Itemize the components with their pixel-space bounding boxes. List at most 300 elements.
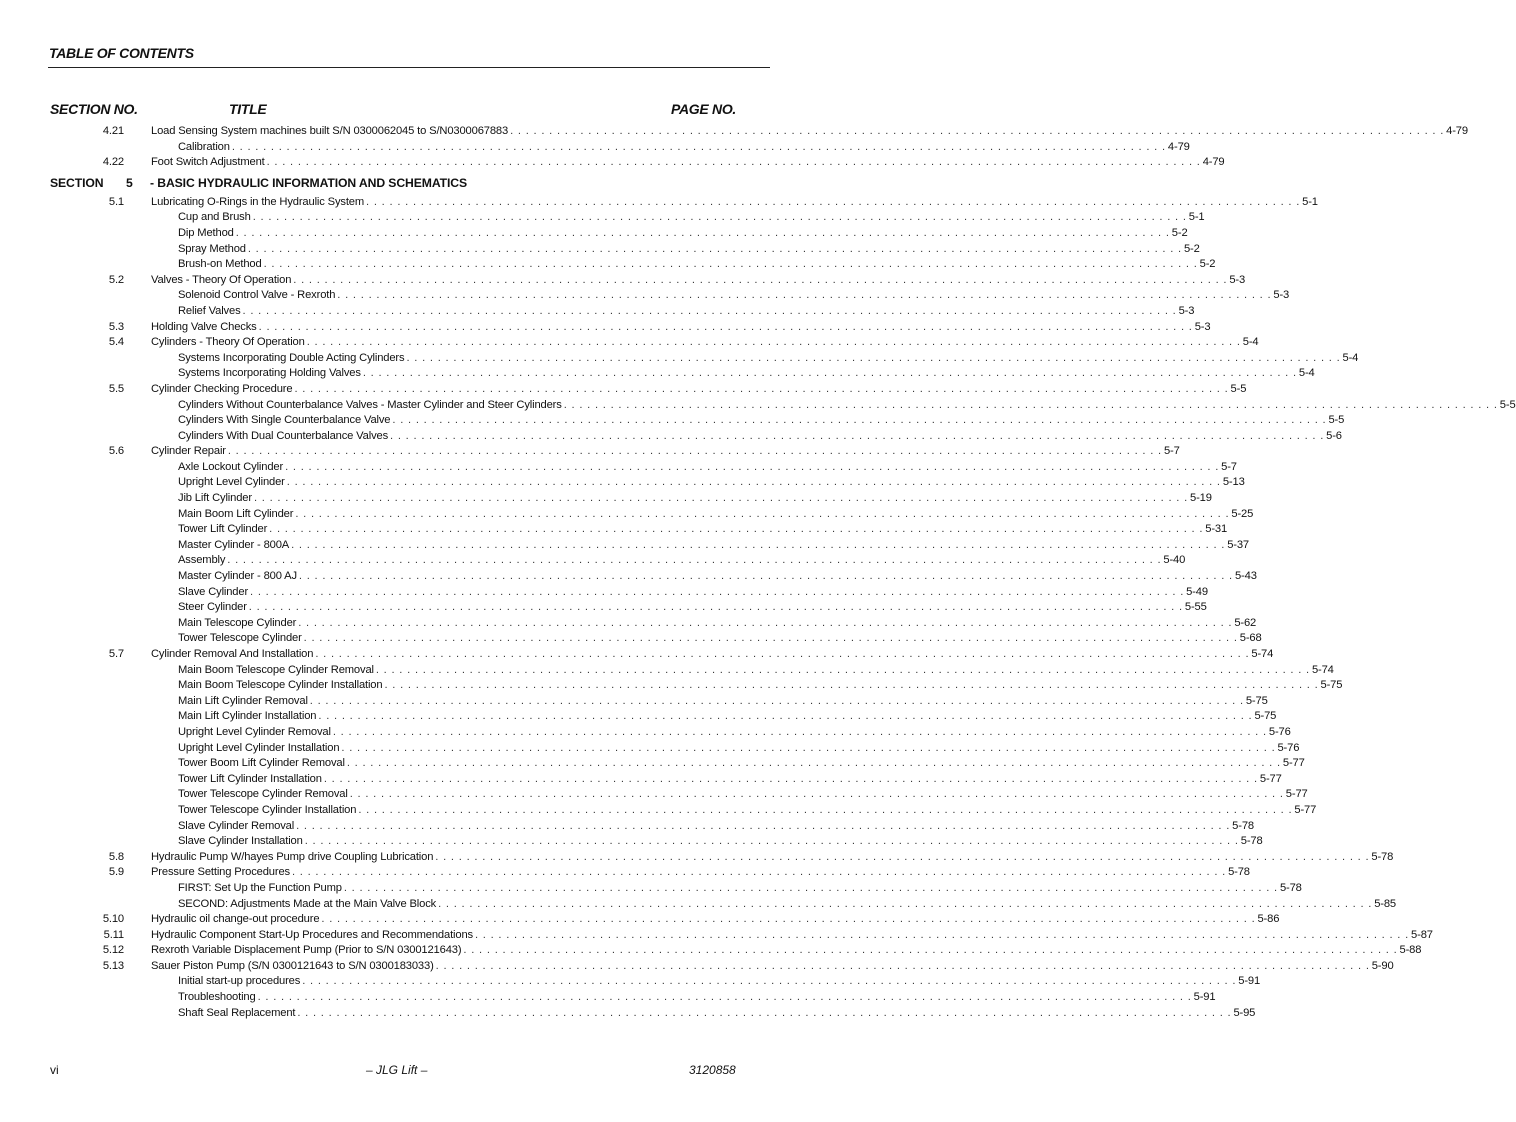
dot-leader: . . . . . . . . . . . . . . . . . . . . . . . . . . . . . . . . . . . . . . . . . . . . . . . . . . . . . . . . . . . . . . . . . . . . . . . . . . . . . . . . . . . . . . . . . . . . . . . . . . . . . . . . . . . . . . . . . . . . . . . . [375,663,1310,676]
toc-entry-number: 5.5 [108,382,124,395]
toc-entry-page: 5-74 [1251,648,1274,660]
toc-entry-title: Hydraulic Pump W/hayes Pump drive Coupling Lubrication [151,850,434,863]
toc-entry[interactable] [0,273,1246,289]
toc-entry-title: Steer Cylinder [178,601,247,614]
toc-entry-line [178,631,1262,647]
toc-entry-line [151,335,1259,351]
toc-entry-page: 5-76 [1268,725,1291,738]
toc-entry[interactable] [0,585,1208,601]
toc-entry-line [178,834,1263,850]
dot-leader: . . . . . . . . . . . . . . . . . . . . . . . . . . . . . . . . . . . . . . . . . . . . . . . . . . . . . . . . . . . . . . . . . . . . . . . . . . . . . . . . . . . . . . . . . . . . . . . . . . . . . . . . . . . . . . . . . . . . . . . . [257,991,1192,1004]
toc-entry[interactable] [0,460,1237,476]
toc-entry[interactable] [0,787,1308,803]
toc-entry-line [178,756,1305,772]
toc-entry-title: Systems Incorporating Double Acting Cylinders [178,351,405,364]
toc-entry-title: Main Boom Telescope Cylinder Installation [178,679,383,692]
dot-leader: . . . . . . . . . . . . . . . . . . . . . . . . . . . . . . . . . . . . . . . . . . . . . . . . . . . . . . . . . . . . . . . . . . . . . . . . . . . . . . . . . . . . . . . . . . . . . . . . . . . . . . . . . . . . . . . . . . . . . . . . [392,414,1327,427]
dot-leader: . . . . . . . . . . . . . . . . . . . . . . . . . . . . . . . . . . . . . . . . . . . . . . . . . . . . . . . . . . . . . . . . . . . . . . . . . . . . . . . . . . . . . . . . . . . . . . . . . . . . . . . . . . . . . . . . . . . . . . . . [366,195,1301,208]
toc-entry[interactable] [0,288,1290,304]
toc-entry[interactable] [0,429,1342,445]
toc-entry-title: Tower Boom Lift Cylinder Removal [178,757,345,770]
toc-entry-line [178,600,1207,616]
toc-entry-page: 5-85 [1374,897,1396,910]
toc-entry-page: 5-1 [1188,211,1205,224]
toc-entry[interactable] [0,382,1247,398]
toc-entry-line [178,210,1205,226]
toc-entry-title: Pressure Setting Procedures [151,866,290,879]
toc-entry-title: Valves - Theory Of Operation [151,273,292,286]
toc-entry-line [178,226,1188,242]
toc-entry-line [151,928,1433,944]
toc-entry[interactable] [0,678,1343,694]
toc-entry-title: Load Sensing System machines built S/N 0300062045 to S/N0300067883 [151,125,509,137]
toc-entry[interactable] [0,242,1200,258]
toc-entry-title: SECOND: Adjustments Made at the Main Valve Block [178,897,437,910]
toc-entry[interactable] [0,304,1195,320]
toc-entry-page: 5-86 [1257,913,1280,926]
toc-entry-line [178,366,1315,382]
section-number: 5 [126,175,133,190]
toc-entry-line [151,273,1246,289]
dot-leader: . . . . . . . . . . . . . . . . . . . . . . . . . . . . . . . . . . . . . . . . . . . . . . . . . . . . . . . . . . . . . . . . . . . . . . . . . . . . . . . . . . . . . . . . . . . . . . . . . . . . . . . . . . . . . . . . . . . . . . . . [252,211,1187,224]
dot-leader: . . . . . . . . . . . . . . . . . . . . . . . . . . . . . . . . . . . . . . . . . . . . . . . . . . . . . . . . . . . . . . . . . . . . . . . . . . . . . . . . . . . . . . . . . . . . . . . . . . . . . . . . . . . . . . . . . . . . . . . . [390,429,1325,442]
toc-entry-page: 5-3 [1229,273,1246,286]
toc-entry-line [151,912,1280,928]
toc-entry-page: 5-2 [1183,242,1200,255]
dot-leader: . . . . . . . . . . . . . . . . . . . . . . . . . . . . . . . . . . . . . . . . . . . . . . . . . . . . . . . . . . . . . . . . . . . . . . . . . . . . . . . . . . . . . . . . . . . . . . . . . . . . . . . . . . . . . . . . . . . . . . . . [435,850,1370,863]
toc-entry-page: 5-6 [1326,429,1342,442]
dot-leader: . . . . . . . . . . . . . . . . . . . . . . . . . . . . . . . . . . . . . . . . . . . . . . . . . . . . . . . . . . . . . . . . . . . . . . . . . . . . . . . . . . . . . . . . . . . . . . . . . . . . . . . . . . . . . . . . . . . . . . . . [306,336,1241,349]
toc-entry-page: 5-19 [1190,492,1212,505]
toc-list [0,124,1516,1021]
dot-leader: . . . . . . . . . . . . . . . . . . . . . . . . . . . . . . . . . . . . . . . . . . . . . . . . . . . . . . . . . . . . . . . . . . . . . . . . . . . . . . . . . . . . . . . . . . . . . . . . . . . . . . . . . . . . . . . . . . . . . . . . [294,382,1229,395]
toc-entry-page: 5-91 [1238,975,1261,988]
toc-entry-line [178,351,1359,367]
toc-entry-line [178,569,1257,585]
toc-entry[interactable] [0,444,1180,460]
toc-entry-line [151,647,1274,663]
toc-entry[interactable] [0,320,1211,336]
toc-entry-line [178,678,1343,694]
toc-entry-page: 5-2 [1171,226,1188,239]
toc-entry-page: 5-75 [1245,694,1268,707]
toc-entry-page: 5-68 [1239,632,1262,645]
dot-leader: . . . . . . . . . . . . . . . . . . . . . . . . . . . . . . . . . . . . . . . . . . . . . . . . . . . . . . . . . . . . . . . . . . . . . . . . . . . . . . . . . . . . . . . . . . . . . . . . . . . . . . . . . . . . . . . . . . . . . . . . [298,616,1233,629]
toc-entry-line [178,709,1277,725]
dot-leader: . . . . . . . . . . . . . . . . . . . . . . . . . . . . . . . . . . . . . . . . . . . . . . . . . . . . . . . . . . . . . . . . . . . . . . . . . . . . . . . . . . . . . . . . . . . . . . . . . . . . . . . . . . . . . . . . . . . . . . . . [227,554,1162,567]
dot-leader: . . . . . . . . . . . . . . . . . . . . . . . . . . . . . . . . . . . . . . . . . . . . . . . . . . . . . . . . . . . . . . . . . . . . . . . . . . . . . . . . . . . . . . . . . . . . . . . . . . . . . . . . . . . . . . . . . . . . . . . . [296,819,1231,832]
toc-entry-line [178,398,1516,414]
toc-entry[interactable] [0,226,1188,242]
toc-entry-title: Cylinder Repair [151,445,226,458]
toc-entry[interactable] [0,663,1334,679]
dot-leader: . . . . . . . . . . . . . . . . . . . . . . . . . . . . . . . . . . . . . . . . . . . . . . . . . . . . . . . . . . . . . . . . . . . . . . . . . . . . . . . . . . . . . . . . . . . . . . . . . . . . . . . . . . . . . . . . . . . . . . . . [384,679,1319,692]
section-label: SECTION [50,175,104,190]
toc-entry-number: 5.11 [103,928,124,941]
toc-entry-line [151,959,1394,975]
toc-entry-page: 5-77 [1285,788,1308,801]
dot-leader: . . . . . . . . . . . . . . . . . . . . . . . . . . . . . . . . . . . . . . . . . . . . . . . . . . . . . . . . . . . . . . . . . . . . . . . . . . . . . . . . . . . . . . . . . . . . . . . . . . . . . . . . . . . . . . . . . . . . . . . . [293,273,1228,286]
dot-leader: . . . . . . . . . . . . . . . . . . . . . . . . . . . . . . . . . . . . . . . . . . . . . . . . . . . . . . . . . . . . . . . . . . . . . . . . . . . . . . . . . . . . . . . . . . . . . . . . . . . . . . . . . . . . . . . . . . . . . . . . [250,585,1185,598]
toc-entry-title: Dip Method [178,226,234,239]
toc-entry-page: 5-95 [1233,1006,1256,1019]
toc-entry[interactable] [0,351,1359,367]
toc-entry[interactable] [0,155,1225,171]
column-header-page-no: PAGE NO. [671,101,737,117]
dot-leader: . . . . . . . . . . . . . . . . . . . . . . . . . . . . . . . . . . . . . . . . . . . . . . . . . . . . . . . . . . . . . . . . . . . . . . . . . . . . . . . . . . . . . . . . . . . . . . . . . . . . . . . . . . . . . . . . . . . . . . . . [227,445,1162,458]
toc-entry-page: 5-5 [1230,382,1247,395]
toc-entry-title: Initial start-up procedures [178,975,301,988]
toc-entry-page: 5-74 [1311,663,1334,676]
toc-entry[interactable] [0,943,1422,959]
toc-entry-line [178,585,1208,601]
dot-leader: . . . . . . . . . . . . . . . . . . . . . . . . . . . . . . . . . . . . . . . . . . . . . . . . . . . . . . . . . . . . . . . . . . . . . . . . . . . . . . . . . . . . . . . . . . . . . . . . . . . . . . . . . . . . . . . . . . . . . . . . [248,601,1183,614]
toc-entry[interactable] [0,507,1254,523]
toc-entry-page: 5-76 [1277,741,1300,754]
toc-entry-line [178,507,1254,523]
toc-entry-title: Sauer Piston Pump (S/N 0300121643 to S/N 0300183033) [151,959,434,972]
toc-entry-title: Hydraulic Component Start-Up Procedures and Recommendations [151,928,473,941]
toc-entry-page: 5-78 [1371,850,1394,863]
toc-entry[interactable] [0,928,1433,944]
toc-entry-page: 5-55 [1184,601,1207,614]
toc-entry[interactable] [0,741,1300,757]
dot-leader: . . . . . . . . . . . . . . . . . . . . . . . . . . . . . . . . . . . . . . . . . . . . . . . . . . . . . . . . . . . . . . . . . . . . . . . . . . . . . . . . . . . . . . . . . . . . . . . . . . . . . . . . . . . . . . . . . . . . . . . . [332,725,1267,738]
dot-leader: . . . . . . . . . . . . . . . . . . . . . . . . . . . . . . . . . . . . . . . . . . . . . . . . . . . . . . . . . . . . . . . . . . . . . . . . . . . . . . . . . . . . . . . . . . . . . . . . . . . . . . . . . . . . . . . . . . . . . . . . [263,258,1198,271]
toc-entry[interactable] [0,850,1394,866]
toc-entry-title: Assembly [178,554,226,567]
toc-entry-title: Jib Lift Cylinder [178,492,252,505]
toc-entry-line [178,616,1257,632]
toc-entry-page: 5-78 [1279,881,1302,894]
toc-entry-title: Cylinders With Dual Counterbalance Valves [178,429,389,442]
toc-entry-number: 4.22 [102,156,124,169]
dot-leader: . . . . . . . . . . . . . . . . . . . . . . . . . . . . . . . . . . . . . . . . . . . . . . . . . . . . . . . . . . . . . . . . . . . . . . . . . . . . . . . . . . . . . . . . . . . . . . . . . . . . . . . . . . . . . . . . . . . . . . . . [315,648,1250,660]
toc-entry[interactable] [0,756,1305,772]
toc-entry-line [151,382,1247,398]
dot-leader: . . . . . . . . . . . . . . . . . . . . . . . . . . . . . . . . . . . . . . . . . . . . . . . . . . . . . . . . . . . . . . . . . . . . . . . . . . . . . . . . . . . . . . . . . . . . . . . . . . . . . . . . . . . . . . . . . . . . . . . . [253,492,1189,505]
toc-entry-page: 5-5 [1328,414,1345,427]
toc-entry[interactable] [0,616,1257,632]
toc-entry[interactable] [0,709,1277,725]
toc-entry-line [178,242,1200,258]
dot-leader: . . . . . . . . . . . . . . . . . . . . . . . . . . . . . . . . . . . . . . . . . . . . . . . . . . . . . . . . . . . . . . . . . . . . . . . . . . . . . . . . . . . . . . . . . . . . . . . . . . . . . . . . . . . . . . . . . . . . . . . . [291,538,1226,551]
toc-entry-page: 5-90 [1371,959,1394,972]
toc-entry-line [178,475,1245,491]
toc-entry-title: Systems Incorporating Holding Valves [178,367,361,380]
toc-entry-line [178,304,1195,320]
toc-entry-line [178,553,1186,569]
dot-leader: . . . . . . . . . . . . . . . . . . . . . . . . . . . . . . . . . . . . . . . . . . . . . . . . . . . . . . . . . . . . . . . . . . . . . . . . . . . . . . . . . . . . . . . . . . . . . . . . . . . . . . . . . . . . . . . . . . . . . . . . [242,304,1177,317]
toc-entry-line [178,819,1254,835]
toc-entry-page: 5-13 [1222,476,1245,489]
toc-entry-title: Master Cylinder - 800A [178,538,290,551]
section-heading[interactable] [0,171,866,195]
toc-entry-line [151,444,1180,460]
toc-entry[interactable] [0,819,1254,835]
toc-entry-title: Shaft Seal Replacement [178,1006,296,1019]
toc-entry-page: 4-79 [1167,140,1190,153]
toc-entry[interactable] [0,491,1212,507]
toc-entry-title: Brush-on Method [178,258,262,271]
toc-entry[interactable] [0,413,1345,429]
toc-entry-number: 5.6 [108,445,124,458]
toc-entry-line [178,413,1345,429]
toc-entry-title: Tower Lift Cylinder Installation [178,772,322,785]
dot-leader: . . . . . . . . . . . . . . . . . . . . . . . . . . . . . . . . . . . . . . . . . . . . . . . . . . . . . . . . . . . . . . . . . . . . . . . . . . . . . . . . . . . . . . . . . . . . . . . . . . . . . . . . . . . . . . . . . . . . . . . . [231,140,1166,153]
dot-leader: . . . . . . . . . . . . . . . . . . . . . . . . . . . . . . . . . . . . . . . . . . . . . . . . . . . . . . . . . . . . . . . . . . . . . . . . . . . . . . . . . . . . . . . . . . . . . . . . . . . . . . . . . . . . . . . . . . . . . . . . [266,156,1201,169]
dot-leader: . . . . . . . . . . . . . . . . . . . . . . . . . . . . . . . . . . . . . . . . . . . . . . . . . . . . . . . . . . . . . . . . . . . . . . . . . . . . . . . . . . . . . . . . . . . . . . . . . . . . . . . . . . . . . . . . . . . . . . . . [309,694,1244,707]
toc-entry-page: 5-4 [1298,367,1315,380]
toc-entry-title: Tower Telescope Cylinder Installation [178,803,357,816]
toc-entry-line [151,195,1318,211]
toc-entry-line [178,1006,1256,1022]
toc-entry[interactable] [0,631,1262,647]
toc-entry-page: 5-49 [1186,585,1208,598]
toc-entry[interactable] [0,522,1228,538]
column-header-title: TITLE [229,101,267,117]
toc-entry-number: 5.10 [102,913,124,926]
toc-entry-title: Cylinders With Single Counterbalance Valve [178,414,391,427]
toc-entry[interactable] [0,865,1250,881]
toc-entry-page: 5-40 [1163,554,1186,567]
toc-entry-title: Cylinder Removal And Installation [151,648,314,660]
toc-entry[interactable] [0,124,1468,140]
dot-leader: . . . . . . . . . . . . . . . . . . . . . . . . . . . . . . . . . . . . . . . . . . . . . . . . . . . . . . . . . . . . . . . . . . . . . . . . . . . . . . . . . . . . . . . . . . . . . . . . . . . . . . . . . . . . . . . . . . . . . . . . [285,460,1220,473]
toc-entry-line [178,881,1302,897]
dot-leader: . . . . . . . . . . . . . . . . . . . . . . . . . . . . . . . . . . . . . . . . . . . . . . . . . . . . . . . . . . . . . . . . . . . . . . . . . . . . . . . . . . . . . . . . . . . . . . . . . . . . . . . . . . . . . . . . . . . . . . . . [323,772,1258,785]
toc-entry[interactable] [0,912,1280,928]
toc-entry-page: 5-4 [1242,336,1259,349]
footer-publisher: – JLG Lift – [366,1063,428,1077]
dot-leader: . . . . . . . . . . . . . . . . . . . . . . . . . . . . . . . . . . . . . . . . . . . . . . . . . . . . . . . . . . . . . . . . . . . . . . . . . . . . . . . . . . . . . . . . . . . . . . . . . . . . . . . . . . . . . . . . . . . . . . . . [297,1006,1232,1019]
header-rule [48,67,770,68]
toc-entry-title: Slave Cylinder [178,585,249,598]
toc-entry[interactable] [0,647,1274,663]
toc-entry-page: 5-77 [1294,803,1317,816]
toc-entry[interactable] [0,140,1190,156]
toc-entry-page: 5-87 [1411,928,1433,941]
toc-entry[interactable] [0,538,1249,554]
dot-leader: . . . . . . . . . . . . . . . . . . . . . . . . . . . . . . . . . . . . . . . . . . . . . . . . . . . . . . . . . . . . . . . . . . . . . . . . . . . . . . . . . . . . . . . . . . . . . . . . . . . . . . . . . . . . . . . . . . . . . . . . [304,835,1239,848]
toc-entry[interactable] [0,974,1261,990]
toc-entry-page: 5-5 [1499,398,1516,411]
toc-entry[interactable] [0,600,1207,616]
toc-entry-title: Holding Valve Checks [151,320,257,333]
toc-entry[interactable] [0,959,1394,975]
toc-entry[interactable] [0,569,1257,585]
dot-leader: . . . . . . . . . . . . . . . . . . . . . . . . . . . . . . . . . . . . . . . . . . . . . . . . . . . . . . . . . . . . . . . . . . . . . . . . . . . . . . . . . . . . . . . . . . . . . . . . . . . . . . . . . . . . . . . . . . . . . . . . [302,975,1237,988]
dot-leader: . . . . . . . . . . . . . . . . . . . . . . . . . . . . . . . . . . . . . . . . . . . . . . . . . . . . . . . . . . . . . . . . . . . . . . . . . . . . . . . . . . . . . . . . . . . . . . . . . . . . . . . . . . . . . . . . . . . . . . . . [258,320,1193,333]
toc-entry-line [178,522,1228,538]
toc-entry-page: 5-77 [1282,757,1305,770]
toc-entry-title: Relief Valves [178,304,241,317]
toc-entry-title: Axle Lockout Cylinder [178,460,284,473]
toc-entry[interactable] [0,897,1396,913]
toc-entry-title: Lubricating O-Rings in the Hydraulic System [151,195,365,208]
toc-entry-page: 4-79 [1446,125,1468,137]
toc-entry-line [178,990,1216,1006]
toc-entry-page: 5-25 [1231,507,1254,520]
toc-entry-title: Cylinders Without Counterbalance Valves - Master Cylinder and Steer Cylinders [178,398,562,411]
toc-entry-number: 5.7 [108,648,124,660]
toc-entry-page: 5-7 [1163,445,1180,458]
toc-entry-line [151,124,1468,140]
toc-entry-line [178,772,1282,788]
dot-leader: . . . . . . . . . . . . . . . . . . . . . . . . . . . . . . . . . . . . . . . . . . . . . . . . . . . . . . . . . . . . . . . . . . . . . . . . . . . . . . . . . . . . . . . . . . . . . . . . . . . . . . . . . . . . . . . . . . . . . . . . [349,788,1284,801]
toc-entry[interactable] [0,257,1216,273]
dot-leader: . . . . . . . . . . . . . . . . . . . . . . . . . . . . . . . . . . . . . . . . . . . . . . . . . . . . . . . . . . . . . . . . . . . . . . . . . . . . . . . . . . . . . . . . . . . . . . . . . . . . . . . . . . . . . . . . . . . . . . . . [337,289,1272,302]
dot-leader: . . . . . . . . . . . . . . . . . . . . . . . . . . . . . . . . . . . . . . . . . . . . . . . . . . . . . . . . . . . . . . . . . . . . . . . . . . . . . . . . . . . . . . . . . . . . . . . . . . . . . . . . . . . . . . . . . . . . . . . . [358,803,1293,816]
dot-leader: . . . . . . . . . . . . . . . . . . . . . . . . . . . . . . . . . . . . . . . . . . . . . . . . . . . . . . . . . . . . . . . . . . . . . . . . . . . . . . . . . . . . . . . . . . . . . . . . . . . . . . . . . . . . . . . . . . . . . . . . [298,570,1233,583]
dot-leader: . . . . . . . . . . . . . . . . . . . . . . . . . . . . . . . . . . . . . . . . . . . . . . . . . . . . . . . . . . . . . . . . . . . . . . . . . . . . . . . . . . . . . . . . . . . . . . . . . . . . . . . . . . . . . . . . . . . . . . . . [510,125,1445,137]
toc-entry-page: 5-78 [1232,819,1254,832]
toc-entry-line [151,155,1225,171]
toc-entry-number: 4.21 [102,125,124,137]
toc-entry-line [178,974,1261,990]
toc-entry[interactable] [0,834,1263,850]
dot-leader: . . . . . . . . . . . . . . . . . . . . . . . . . . . . . . . . . . . . . . . . . . . . . . . . . . . . . . . . . . . . . . . . . . . . . . . . . . . . . . . . . . . . . . . . . . . . . . . . . . . . . . . . . . . . . . . . . . . . . . . . [463,944,1398,957]
toc-entry[interactable] [0,772,1282,788]
toc-entry-line [178,663,1334,679]
toc-entry-line [178,460,1237,476]
toc-entry[interactable] [0,366,1315,382]
toc-entry-line [151,943,1422,959]
dot-leader: . . . . . . . . . . . . . . . . . . . . . . . . . . . . . . . . . . . . . . . . . . . . . . . . . . . . . . . . . . . . . . . . . . . . . . . . . . . . . . . . . . . . . . . . . . . . . . . . . . . . . . . . . . . . . . . . . . . . . . . . [341,741,1276,754]
toc-entry-line [178,694,1268,710]
toc-entry-page: 5-77 [1259,772,1282,785]
toc-entry-page: 5-37 [1227,538,1249,551]
toc-entry-number: 5.9 [108,866,124,879]
dot-leader: . . . . . . . . . . . . . . . . . . . . . . . . . . . . . . . . . . . . . . . . . . . . . . . . . . . . . . . . . . . . . . . . . . . . . . . . . . . . . . . . . . . . . . . . . . . . . . . . . . . . . . . . . . . . . . . . . . . . . . . . [295,507,1230,520]
toc-entry-title: Main Telescope Cylinder [178,616,297,629]
toc-entry-title: FIRST: Set Up the Function Pump [178,881,342,894]
toc-entry[interactable] [0,398,1516,414]
page-title: TABLE OF CONTENTS [49,45,194,61]
dot-leader: . . . . . . . . . . . . . . . . . . . . . . . . . . . . . . . . . . . . . . . . . . . . . . . . . . . . . . . . . . . . . . . . . . . . . . . . . . . . . . . . . . . . . . . . . . . . . . . . . . . . . . . . . . . . . . . . . . . . . . . . [303,632,1238,645]
toc-entry-title: Upright Level Cylinder Removal [178,725,331,738]
dot-leader: . . . . . . . . . . . . . . . . . . . . . . . . . . . . . . . . . . . . . . . . . . . . . . . . . . . . . . . . . . . . . . . . . . . . . . . . . . . . . . . . . . . . . . . . . . . . . . . . . . . . . . . . . . . . . . . . . . . . . . . . [474,928,1410,941]
toc-entry[interactable] [0,335,1259,351]
toc-entry-number: 5.1 [108,195,124,208]
toc-entry-title: Slave Cylinder Installation [178,835,303,848]
dot-leader: . . . . . . . . . . . . . . . . . . . . . . . . . . . . . . . . . . . . . . . . . . . . . . . . . . . . . . . . . . . . . . . . . . . . . . . . . . . . . . . . . . . . . . . . . . . . . . . . . . . . . . . . . . . . . . . . . . . . . . . . [318,710,1253,723]
toc-entry-title: Cylinders - Theory Of Operation [151,336,305,349]
toc-entry-line [178,897,1396,913]
toc-entry-page: 5-2 [1199,258,1216,271]
toc-entry-number: 5.13 [102,959,124,972]
toc-entry-page: 5-3 [1178,304,1195,317]
toc-entry-title: Rexroth Variable Displacement Pump (Prior to S/N 0300121643) [151,944,462,957]
toc-entry-page: 5-1 [1302,195,1318,208]
dot-leader: . . . . . . . . . . . . . . . . . . . . . . . . . . . . . . . . . . . . . . . . . . . . . . . . . . . . . . . . . . . . . . . . . . . . . . . . . . . . . . . . . . . . . . . . . . . . . . . . . . . . . . . . . . . . . . . . . . . . . . . . [247,242,1182,255]
toc-entry-title: Main Boom Telescope Cylinder Removal [178,663,374,676]
toc-entry-title: Spray Method [178,242,246,255]
toc-entry-title: Slave Cylinder Removal [178,819,295,832]
toc-entry[interactable] [0,475,1245,491]
toc-entry-line [178,538,1249,554]
toc-entry-title: Foot Switch Adjustment [151,156,265,169]
toc-entry-line [151,320,1211,336]
toc-entry-title: Upright Level Cylinder Installation [178,741,340,754]
dot-leader: . . . . . . . . . . . . . . . . . . . . . . . . . . . . . . . . . . . . . . . . . . . . . . . . . . . . . . . . . . . . . . . . . . . . . . . . . . . . . . . . . . . . . . . . . . . . . . . . . . . . . . . . . . . . . . . . . . . . . . . . [362,367,1297,380]
toc-entry-title: Master Cylinder - 800 AJ [178,570,297,583]
toc-entry-page: 5-75 [1320,679,1343,692]
dot-leader: . . . . . . . . . . . . . . . . . . . . . . . . . . . . . . . . . . . . . . . . . . . . . . . . . . . . . . . . . . . . . . . . . . . . . . . . . . . . . . . . . . . . . . . . . . . . . . . . . . . . . . . . . . . . . . . . . . . . . . . . [235,226,1170,239]
dot-leader: . . . . . . . . . . . . . . . . . . . . . . . . . . . . . . . . . . . . . . . . . . . . . . . . . . . . . . . . . . . . . . . . . . . . . . . . . . . . . . . . . . . . . . . . . . . . . . . . . . . . . . . . . . . . . . . . . . . . . . . . [291,866,1227,879]
toc-entry-line [178,429,1342,445]
toc-entry-line [151,850,1394,866]
toc-entry[interactable] [0,694,1268,710]
toc-entry-title: Main Boom Lift Cylinder [178,507,294,520]
toc-entry[interactable] [0,210,1205,226]
toc-entry-line [178,140,1190,156]
toc-entry-title: Cylinder Checking Procedure [151,382,293,395]
toc-entry-title: Main Lift Cylinder Installation [178,710,317,723]
toc-entry-line [178,491,1212,507]
toc-entry-title: Main Lift Cylinder Removal [178,694,308,707]
toc-entry-number: 5.8 [108,850,124,863]
toc-entry-page: 4-79 [1202,156,1225,169]
toc-entry-title: Solenoid Control Valve - Rexroth [178,289,336,302]
toc-entry-page: 5-31 [1205,523,1228,536]
toc-entry-number: 5.3 [108,320,124,333]
dot-leader: . . . . . . . . . . . . . . . . . . . . . . . . . . . . . . . . . . . . . . . . . . . . . . . . . . . . . . . . . . . . . . . . . . . . . . . . . . . . . . . . . . . . . . . . . . . . . . . . . . . . . . . . . . . . . . . . . . . . . . . . [269,523,1204,536]
toc-entry-title: Hydraulic oil change-out procedure [151,913,320,926]
toc-entry-title: Tower Lift Cylinder [178,523,268,536]
toc-entry-page: 5-4 [1342,351,1359,364]
footer-document-number: 3120858 [689,1063,736,1077]
toc-entry[interactable] [0,881,1302,897]
dot-leader: . . . . . . . . . . . . . . . . . . . . . . . . . . . . . . . . . . . . . . . . . . . . . . . . . . . . . . . . . . . . . . . . . . . . . . . . . . . . . . . . . . . . . . . . . . . . . . . . . . . . . . . . . . . . . . . . . . . . . . . . [346,757,1281,770]
toc-entry[interactable] [0,195,1318,211]
dot-leader: . . . . . . . . . . . . . . . . . . . . . . . . . . . . . . . . . . . . . . . . . . . . . . . . . . . . . . . . . . . . . . . . . . . . . . . . . . . . . . . . . . . . . . . . . . . . . . . . . . . . . . . . . . . . . . . . . . . . . . . . [563,398,1498,411]
dot-leader: . . . . . . . . . . . . . . . . . . . . . . . . . . . . . . . . . . . . . . . . . . . . . . . . . . . . . . . . . . . . . . . . . . . . . . . . . . . . . . . . . . . . . . . . . . . . . . . . . . . . . . . . . . . . . . . . . . . . . . . . [286,476,1221,489]
toc-entry-title: Cup and Brush [178,211,251,224]
section-title: - BASIC HYDRAULIC INFORMATION AND SCHEMATICS [150,175,467,190]
toc-entry-title: Tower Telescope Cylinder Removal [178,788,348,801]
toc-entry-line [178,257,1216,273]
dot-leader: . . . . . . . . . . . . . . . . . . . . . . . . . . . . . . . . . . . . . . . . . . . . . . . . . . . . . . . . . . . . . . . . . . . . . . . . . . . . . . . . . . . . . . . . . . . . . . . . . . . . . . . . . . . . . . . . . . . . . . . . [435,959,1370,972]
toc-entry-page: 5-91 [1193,991,1216,1004]
toc-entry[interactable] [0,990,1216,1006]
toc-entry[interactable] [0,725,1291,741]
toc-entry-line [178,787,1308,803]
toc-entry-page: 5-78 [1228,866,1250,879]
toc-entry-number: 5.2 [108,273,124,286]
toc-entry-page: 5-88 [1399,944,1422,957]
dot-leader: . . . . . . . . . . . . . . . . . . . . . . . . . . . . . . . . . . . . . . . . . . . . . . . . . . . . . . . . . . . . . . . . . . . . . . . . . . . . . . . . . . . . . . . . . . . . . . . . . . . . . . . . . . . . . . . . . . . . . . . . [321,913,1256,926]
dot-leader: . . . . . . . . . . . . . . . . . . . . . . . . . . . . . . . . . . . . . . . . . . . . . . . . . . . . . . . . . . . . . . . . . . . . . . . . . . . . . . . . . . . . . . . . . . . . . . . . . . . . . . . . . . . . . . . . . . . . . . . . [343,881,1278,894]
toc-entry-number: 5.4 [108,336,124,349]
toc-entry[interactable] [0,803,1317,819]
toc-entry[interactable] [0,553,1186,569]
toc-entry-title: Tower Telescope Cylinder [178,632,302,645]
dot-leader: . . . . . . . . . . . . . . . . . . . . . . . . . . . . . . . . . . . . . . . . . . . . . . . . . . . . . . . . . . . . . . . . . . . . . . . . . . . . . . . . . . . . . . . . . . . . . . . . . . . . . . . . . . . . . . . . . . . . . . . . [406,351,1341,364]
toc-entry-title: Troubleshooting [178,991,256,1004]
toc-entry-page: 5-43 [1234,570,1257,583]
toc-entry-line [178,803,1317,819]
toc-entry[interactable] [0,1006,1256,1022]
column-header-section-no: SECTION NO. [50,101,138,117]
toc-entry-title: Calibration [178,140,230,153]
toc-entry-page: 5-3 [1194,320,1211,333]
toc-entry-page: 5-3 [1273,289,1290,302]
toc-entry-title: Upright Level Cylinder [178,476,285,489]
toc-entry-line [151,865,1250,881]
toc-entry-number: 5.12 [102,944,124,957]
toc-entry-page: 5-7 [1221,460,1237,473]
